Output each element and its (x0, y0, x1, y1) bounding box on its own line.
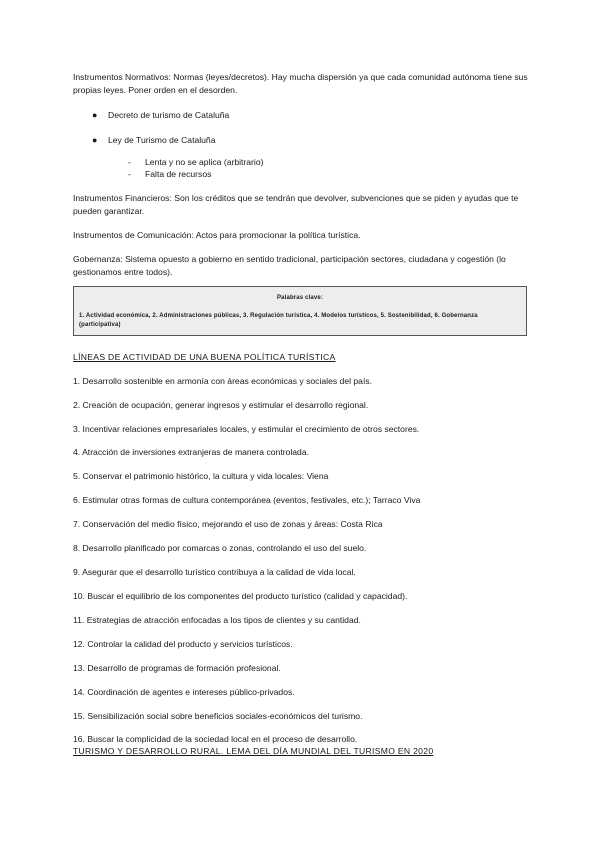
list-item: 2. Creación de ocupación, generar ingresos y estimular el desarrollo regional. (73, 400, 369, 410)
dash-icon: - (128, 169, 131, 179)
gobernanza-paragraph: Gobernanza: Sistema opuesto a gobierno en sentido tradicional, participación sectores, ciudadana y cogestión (lo gestionamos entre todos). (73, 254, 506, 277)
list-item: 12. Controlar la calidad del producto y servicios turísticos. (73, 639, 293, 649)
instrumentos-normativos-paragraph: Instrumentos Normativos: Normas (leyes/decretos). Hay mucha dispersión ya que cada comunidad autónoma tiene sus propias leyes. Poner orden en el desorden. (73, 72, 528, 95)
list-item: 16. Buscar la complicidad de la sociedad local en el proceso de desarrollo. (73, 734, 358, 744)
list-item: 4. Atracción de inversiones extranjeras de manera controlada. (73, 447, 309, 457)
bullet-text: Ley de Turismo de Cataluña (108, 135, 216, 145)
list-item: 11. Estrategias de atracción enfocadas a los tipos de clientes y su cantidad. (73, 615, 361, 625)
keywords-text: 1. Actividad económica, 2. Administraciones públicas, 3. Regulación turística, 4. Modelos turísticos, 5. Sostenibilidad, 6. Gobernanza (participativa) (79, 313, 478, 328)
lineas-heading: LÍNEAS DE ACTIVIDAD DE UNA BUENA POLÍTICA TURÍSTICA (73, 352, 336, 362)
keywords-box (73, 286, 527, 336)
list-item: 3. Incentivar relaciones empresariales locales, y estimular el crecimiento de otros sectores. (73, 424, 420, 434)
sub-bullet-item (128, 168, 211, 180)
list-item: 5. Conservar el patrimonio histórico, la cultura y vida locales: Viena (73, 471, 329, 481)
sub-bullet-text: Lenta y no se aplica (arbitrario) (145, 157, 264, 167)
list-item: 6. Estimular otras formas de cultura contemporánea (eventos, festivales, etc.); Tarraco Viva (73, 495, 421, 505)
dash-icon: - (128, 157, 131, 167)
instrumentos-financieros-paragraph: Instrumentos Financieros: Son los créditos que se tendrán que devolver, subvenciones que se piden y ayudas que te pueden garantizar. (73, 193, 519, 216)
list-item: 7. Conservación del medio físico, mejorando el uso de zonas y áreas: Costa Rica (73, 519, 383, 529)
list-item: 13. Desarrollo de programas de formación profesional. (73, 663, 281, 673)
bullet-dot-icon: ● (92, 135, 98, 145)
bullet-item (92, 109, 229, 121)
instrumentos-comunicacion-paragraph: Instrumentos de Comunicación: Actos para promocionar la política turística. (73, 230, 361, 240)
sub-bullet-text: Falta de recursos (145, 169, 212, 179)
list-item: 14. Coordinación de agentes e intereses público-privados. (73, 687, 295, 697)
list-item: 10. Buscar el equilibrio de los componentes del producto turístico (calidad y capacidad). (73, 591, 408, 601)
list-item: 15. Sensibilización social sobre beneficios sociales-económicos del turismo. (73, 711, 363, 721)
bullet-text: Decreto de turismo de Cataluña (108, 110, 230, 120)
list-item: 9. Asegurar que el desarrollo turístico contribuya a la calidad de vida local. (73, 567, 356, 577)
turismo-rural-heading: TURISMO Y DESARROLLO RURAL. LEMA DEL DÍA MUNDIAL DEL TURISMO EN 2020 (73, 746, 434, 756)
bullet-item (92, 134, 216, 146)
keywords-title: Palabras clave: (277, 295, 323, 301)
sub-bullet-item (128, 156, 263, 168)
bullet-dot-icon: ● (92, 110, 98, 120)
list-item: 8. Desarrollo planificado por comarcas o zonas, controlando el uso del suelo. (73, 543, 367, 553)
list-item: 1. Desarrollo sostenible en armonía con áreas económicas y sociales del país. (73, 376, 373, 386)
